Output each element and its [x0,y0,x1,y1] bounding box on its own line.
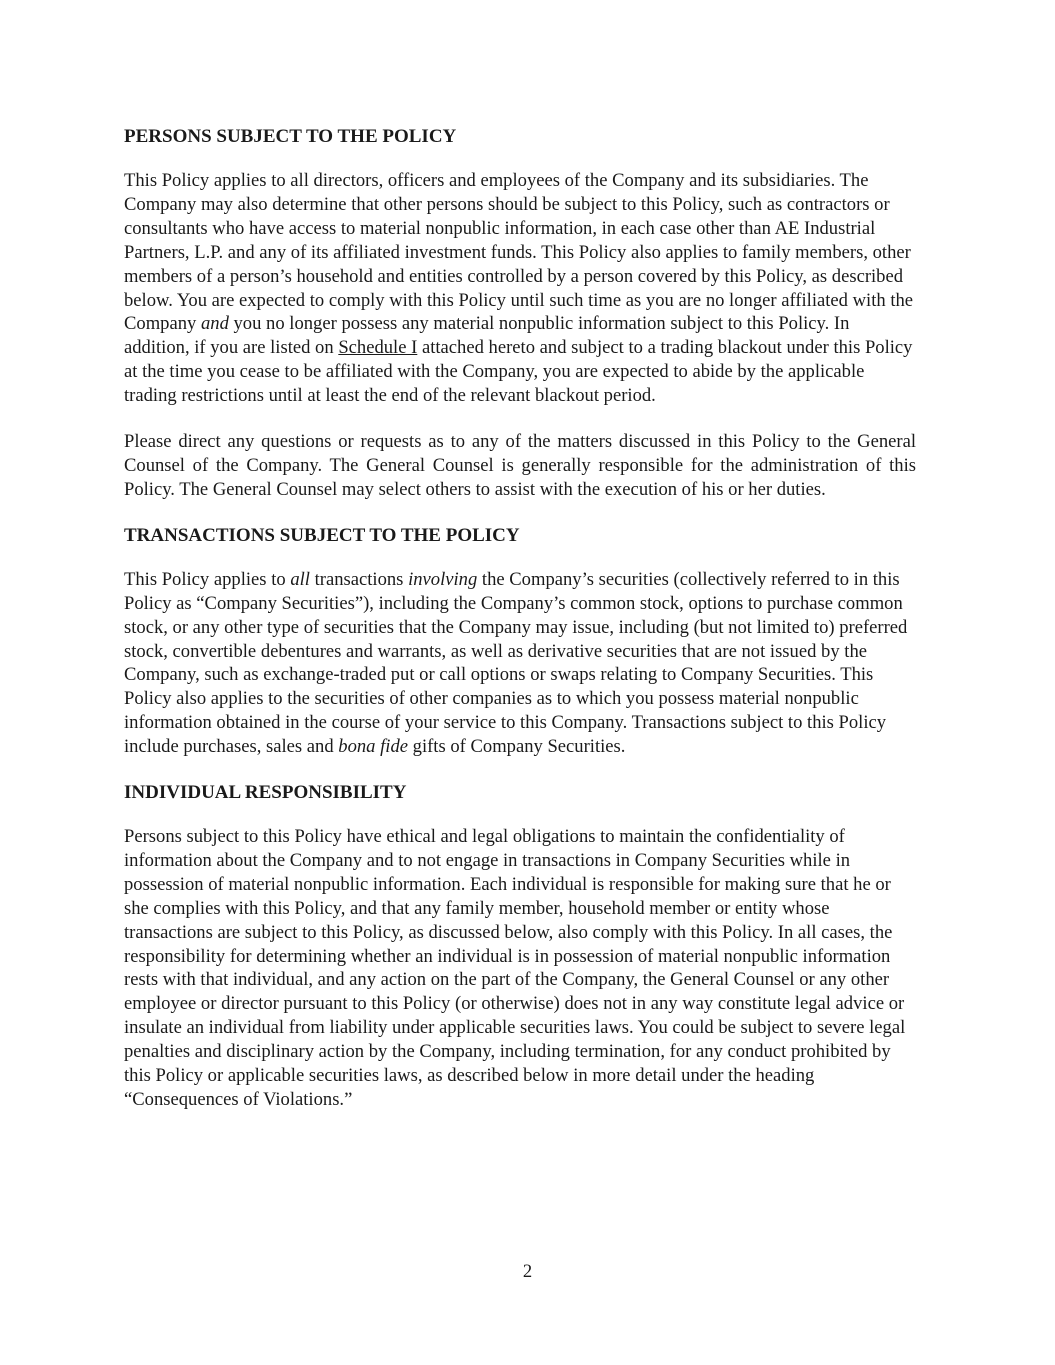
persons-paragraph-1 [124,169,916,408]
persons-paragraph-2: Please direct any questions or requests as to any of the matters discussed in this Policy to the General Counsel of the Company. The General Counsel is generally responsible for the administration of this Policy. The General Counsel may select others to assist with the execution of his or her duties. [124,431,916,500]
transactions-p1-emphasis-bona-fide: bona fide [338,736,408,758]
transactions-p1-text-b: transactions [309,568,409,590]
page-content [124,125,916,1112]
individual-paragraph-1: Persons subject to this Policy have ethical and legal obligations to maintain the confidentiality of information about the Company and to not engage in transactions in Company Securities while in possession of material nonpublic information. Each individual is responsible for making sure that he or she complies with this Policy, and that any family member, household member or entity whose transactions are subject to this Policy, as discussed below, also comply with this Policy. In all cases, the responsibility for determining whether an individual is in possession of material nonpublic information rests with that individual, and any action on the part of the Company, the General Counsel or any other employee or director pursuant to this Policy (or otherwise) does not in any way constitute legal advice or insulate an individual from liability under applicable securities laws. You could be subject to severe legal penalties and disciplinary action by the Company, including termination, for any conduct prohibited by this Policy or applicable securities laws, as described below in more detail under the heading “Consequences of Violations.” [124,826,906,1110]
section-heading-persons: PERSONS SUBJECT TO THE POLICY [124,126,457,147]
transactions-p1-text-c: the Company’s securities (collectively referred to in this Policy as “Company Securities”), including the Company’s common stock, options to purchase common stock, or any other type of securities that the Company may issue, including (but not limited to) preferred stock, convertible debentures and warrants, as well as derivative securities that are not issued by the Company, such as exchange-traded put or call options or swaps relating to Company Securities. This Policy also applies to the securities of other companies as to which you possess material nonpublic information obtained in the course of your service to this Company. Transactions subject to this Policy include purchases, sales and [124,568,908,758]
transactions-p1-text-a: This Policy applies to [124,568,291,590]
transactions-paragraph-1 [124,568,916,759]
persons-p1-emphasis: and [200,313,229,335]
persons-p1-text-c: attached hereto and subject to a trading blackout under this Policy at the time you cease to be affiliated with the Company, you are expected to abide by the applicable trading restrictions until at least the end of the relevant blackout period. [124,337,913,407]
persons-p1-text-a: This Policy applies to all directors, officers and employees of the Company and its subsidiaries. The Company may also determine that other persons should be subject to this Policy, such as contractors or consultants who have access to material nonpublic information, in each case other than AE Industrial Partners, L.P. and any of its affiliated investment funds. This Policy also applies to family members, other members of a person’s household and entities controlled by a person covered by this Policy, as described below. You are expected to comply with this Policy until such time as you are no longer affiliated with the Company [124,170,914,335]
section-heading-individual: INDIVIDUAL RESPONSIBILITY [124,782,407,804]
section-heading-transactions: TRANSACTIONS SUBJECT TO THE POLICY [124,524,520,546]
page-number: 2 [522,1261,533,1282]
persons-p1-text-b: you no longer possess any material nonpublic information subject to this Policy. In addition, if you are listed on [124,313,850,359]
transactions-p1-emphasis-involving: involving [408,568,478,590]
transactions-p1-emphasis-all: all [290,568,310,590]
transactions-p1-text-d: gifts of Company Securities. [408,736,626,758]
schedule-reference: Schedule I [338,337,418,359]
